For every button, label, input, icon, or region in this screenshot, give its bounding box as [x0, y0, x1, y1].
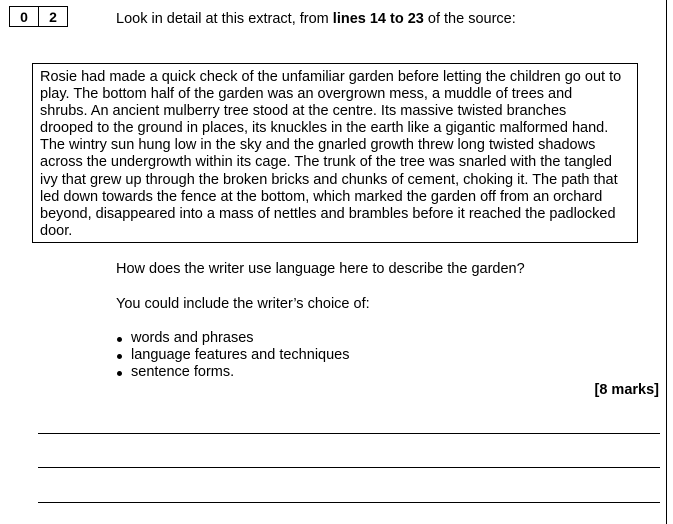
instruction-text-start: Look in detail at this extract, from	[116, 11, 333, 27]
extract-line: Rosie had made a quick check of the unfamiliar garden before letting the children go out to	[40, 69, 622, 85]
question-instruction	[116, 10, 516, 28]
include-guidance: You could include the writer’s choice of:	[116, 296, 370, 312]
source-extract-box	[32, 63, 638, 243]
extract-line: The wintry sun hung low in the sky and the gnarled growth threw long twisted shadows	[40, 137, 596, 154]
instruction-line-reference: lines 14 to 23	[332, 11, 424, 27]
instruction-text-end: of the source:	[423, 11, 516, 27]
answer-line[interactable]	[38, 467, 660, 468]
marks-label: [8 marks]	[594, 382, 659, 398]
extract-line: led down towards the fence at the bottom, which marked the garden off from an orchard	[40, 188, 603, 205]
extract-line: ivy that grew up through the broken bricks and chunks of cement, choking it. The path that	[40, 171, 618, 188]
bullet-item: sentence forms.	[116, 364, 349, 381]
answer-line[interactable]	[38, 502, 660, 503]
question-prompt: How does the writer use language here to describe the garden?	[116, 261, 525, 277]
question-number-box	[9, 6, 68, 27]
page-right-border	[666, 0, 667, 524]
guidance-bullet-list	[116, 330, 349, 381]
extract-line: across the undergrowth within its cage. The trunk of the tree was snarled with the tangled	[40, 154, 612, 171]
bullet-item: language features and techniques	[116, 347, 349, 364]
extract-line: play. The bottom half of the garden was an overgrown mess, a muddle of trees and	[40, 86, 573, 103]
extract-line: door.	[40, 222, 73, 239]
extract-line: beyond, disappeared into a mass of nettles and brambles before it reached the padlocked	[40, 205, 616, 222]
extract-line: shrubs. An ancient mulberry tree stood at the centre. Its massive twisted branches	[40, 103, 567, 120]
question-number-digit-2: 2	[38, 7, 67, 26]
extract-line: drooped to the ground in places, its knuckles in the earth like a gigantic malformed hand.	[40, 120, 609, 137]
question-number-digit-1: 0	[20, 8, 28, 25]
answer-line[interactable]	[38, 433, 660, 434]
bullet-item: words and phrases	[116, 330, 349, 347]
